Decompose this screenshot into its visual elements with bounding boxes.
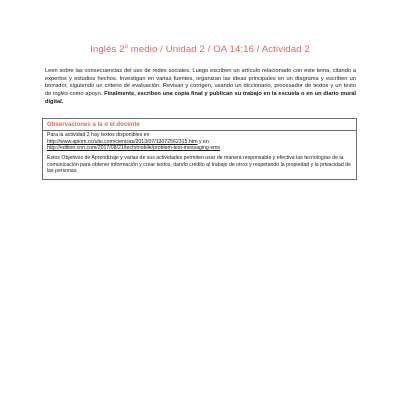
title-superscript: o xyxy=(124,43,129,50)
observations-intro: Para la actividad 2 hay textos disponibles en xyxy=(47,132,150,138)
activity-text-bold: Finalmente, escriben una copia final y publican su trabajo en la escuela o en un diario mural digital. xyxy=(45,91,356,105)
title-text: Inglés 2 xyxy=(90,44,125,55)
observations-ict-paragraph: Estos Objetivos de Aprendizaje y varias de sus actividades permiten usar de manera responsable y efectiva las tecnologías de la comunicación para obtener información y crear textos, dando crédito al trabajo de otros y respetando la propiedad y la privacidad de las personas. xyxy=(47,155,351,175)
teacher-observations-box xyxy=(42,118,357,180)
observations-title: Observaciones a la o el docente xyxy=(47,121,140,128)
title-text-rest: medio / Unidad 2 / OA 14;16 / Actividad 2 xyxy=(128,44,310,55)
link-join-text: y en xyxy=(197,138,209,145)
observations-divider xyxy=(43,130,356,131)
activity-description xyxy=(45,68,356,107)
observations-links-paragraph xyxy=(47,132,353,152)
resource-link-2[interactable]: http://edition.cnn.com/2017/08/21/tech/mobile/problem-text-messaging-sms xyxy=(47,145,221,152)
page-title xyxy=(0,44,400,55)
resource-link-1[interactable]: http://www.apiom.cc/uliu.com/ciencias/2013/07/13072562315.htm xyxy=(47,138,198,145)
activity-text: Leen sobre las consecuencias del uso de redes sociales. Luego escriben un artículo relacionado con este tema, citando a expertos y estudios hechos. Investigan en varias fuentes, organizan las ideas principales en un diagrama y escriben un borrador, siguiendo un criterio de evaluación. Revisan y corrigen, usando un diccionario, procesador de textos y un texto de inglés como apoyo. xyxy=(45,68,356,98)
